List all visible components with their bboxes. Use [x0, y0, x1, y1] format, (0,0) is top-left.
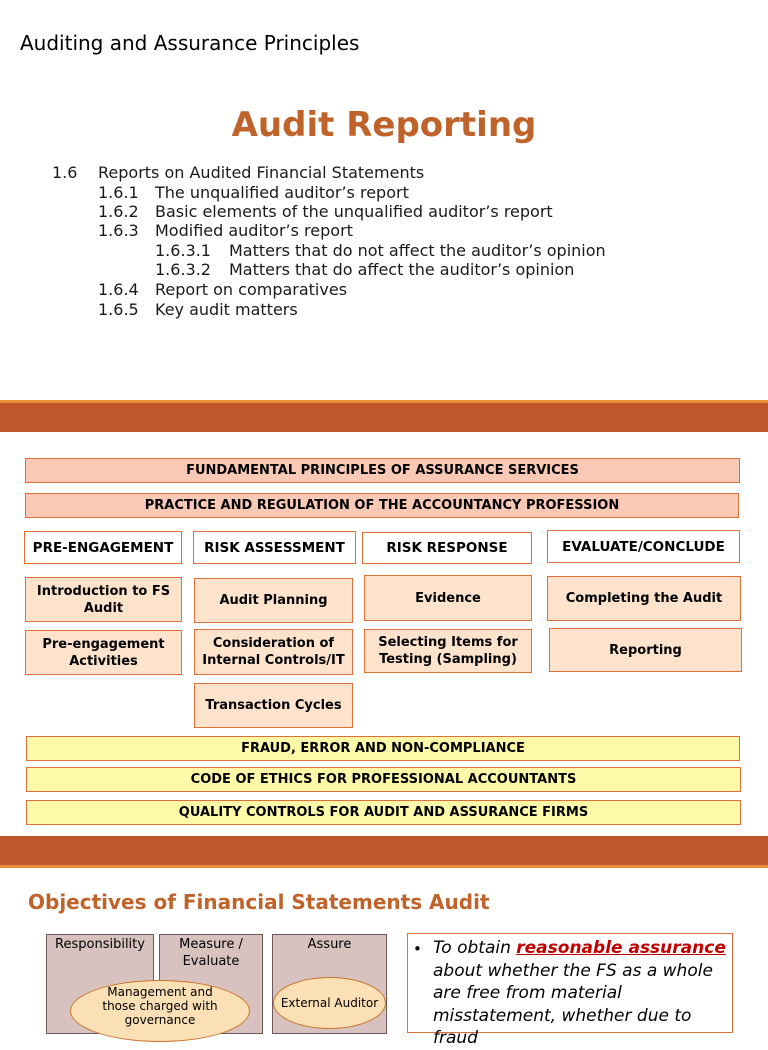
- toc-text: Modified auditor’s report: [155, 221, 353, 240]
- toc-text: Key audit matters: [155, 300, 298, 319]
- box-pre-engagement-activities: Pre-engagement Activities: [25, 630, 182, 675]
- phase-risk-assessment: RISK ASSESSMENT: [193, 531, 356, 564]
- objectives-title: Objectives of Financial Statements Audit: [28, 890, 490, 914]
- toc-text: Report on comparatives: [155, 280, 348, 299]
- divider-band: [0, 836, 768, 868]
- reasonable-assurance-emphasis: reasonable assurance: [516, 938, 726, 958]
- column-label: Responsibility: [55, 937, 145, 952]
- toc-number: 1.6.3: [98, 221, 139, 240]
- toc-item: [98, 202, 658, 222]
- phase-evaluate-conclude: EVALUATE/CONCLUDE: [547, 530, 740, 563]
- box-internal-controls: Consideration of Internal Controls/IT: [194, 629, 353, 675]
- profession-bar: PRACTICE AND REGULATION OF THE ACCOUNTANCY PROFESSION: [25, 493, 739, 518]
- toc-number: 1.6.5: [98, 300, 139, 319]
- box-sampling: Selecting Items for Testing (Sampling): [364, 629, 532, 673]
- statement-rest: about whether the FS as a whole are free from material misstatement, whether due to fraud: [433, 960, 713, 1048]
- toc-text: Matters that do affect the auditor’s opinion: [229, 260, 575, 279]
- toc-text: Matters that do not affect the auditor’s opinion: [229, 241, 606, 260]
- management-oval: Management and those charged with governance: [70, 980, 250, 1042]
- external-auditor-oval: External Auditor: [273, 977, 386, 1029]
- bullet-marker: •: [413, 940, 422, 958]
- toc-number: 1.6.3.2: [155, 260, 211, 279]
- fraud-bar: FRAUD, ERROR AND NON-COMPLIANCE: [26, 736, 740, 761]
- divider-band: [0, 400, 768, 432]
- box-transaction-cycles: Transaction Cycles: [194, 683, 353, 728]
- column-label: Assure: [307, 937, 352, 952]
- toc-item: [155, 241, 655, 261]
- objective-statement-box: [407, 933, 733, 1048]
- principles-bar: FUNDAMENTAL PRINCIPLES OF ASSURANCE SERVICES: [25, 458, 740, 483]
- box-completing-audit: Completing the Audit: [547, 576, 741, 621]
- ethics-bar: CODE OF ETHICS FOR PROFESSIONAL ACCOUNTANTS: [26, 767, 741, 792]
- box-evidence: Evidence: [364, 575, 532, 621]
- course-title: Auditing and Assurance Principles: [20, 31, 360, 55]
- box-intro-fs-audit: Introduction to FS Audit: [25, 577, 182, 622]
- phase-risk-response: RISK RESPONSE: [362, 532, 532, 564]
- box-reporting: Reporting: [549, 628, 742, 672]
- toc-number: 1.6.4: [98, 280, 139, 299]
- toc-number: 1.6.1: [98, 183, 139, 202]
- toc-item: [155, 260, 655, 280]
- quality-controls-bar: QUALITY CONTROLS FOR AUDIT AND ASSURANCE FIRMS: [26, 800, 741, 825]
- toc-item: [98, 183, 658, 203]
- toc-text: Reports on Audited Financial Statements: [98, 163, 425, 182]
- toc-number: 1.6.3.1: [155, 241, 211, 260]
- toc-item: [52, 163, 652, 183]
- toc-text: Basic elements of the unqualified auditor’s report: [155, 202, 553, 221]
- toc-item: [98, 300, 658, 320]
- objective-statement: [433, 937, 729, 1050]
- toc-number: 1.6.2: [98, 202, 139, 221]
- page-title: Audit Reporting: [231, 105, 537, 145]
- column-label: Measure / Evaluate: [179, 937, 243, 969]
- toc-text: The unqualified auditor’s report: [155, 183, 409, 202]
- box-audit-planning: Audit Planning: [194, 578, 353, 623]
- statement-lead: To obtain: [433, 938, 517, 958]
- toc-item: [98, 280, 658, 300]
- toc-number: 1.6: [52, 163, 78, 182]
- phase-pre-engagement: PRE-ENGAGEMENT: [24, 531, 182, 564]
- toc-list: [52, 163, 672, 323]
- toc-item: [98, 221, 658, 241]
